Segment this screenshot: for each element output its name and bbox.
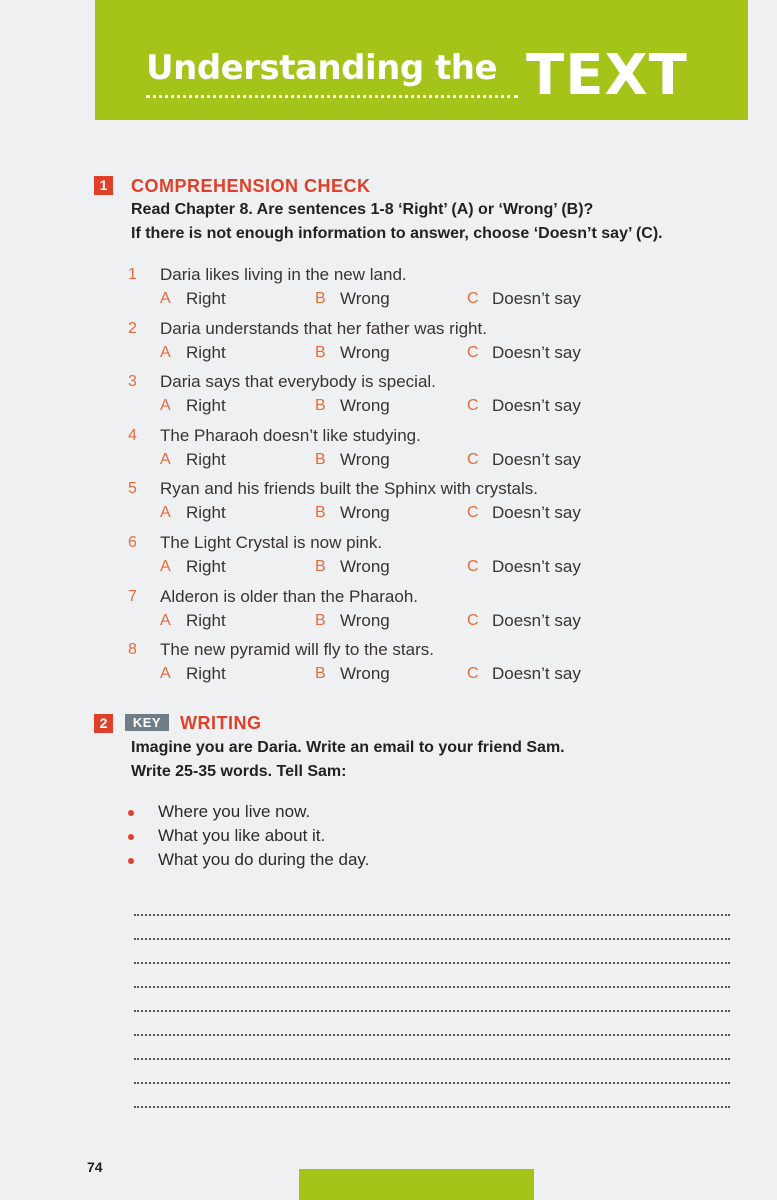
option-label-b[interactable]: Wrong <box>340 557 390 576</box>
option-letter-b[interactable]: B <box>315 451 326 468</box>
option-label-c[interactable]: Doesn’t say <box>492 289 581 308</box>
option-letter-a[interactable]: A <box>160 612 171 629</box>
question-text: Daria says that everybody is special. <box>160 372 436 391</box>
writing-line[interactable] <box>134 1010 730 1012</box>
question-text: Ryan and his friends built the Sphinx with crystals. <box>160 479 538 498</box>
writing-line[interactable] <box>134 962 730 964</box>
section1-instruction-line1: Read Chapter 8. Are sentences 1-8 ‘Right’ (A) or ‘Wrong’ (B)? <box>131 201 594 218</box>
writing-line[interactable] <box>134 986 730 988</box>
writing-line[interactable] <box>134 1082 730 1084</box>
question-text: Daria understands that her father was right. <box>160 319 487 338</box>
section2-number-box: 2 <box>94 714 113 733</box>
bottom-tab-bar <box>299 1169 534 1200</box>
question-number: 8 <box>128 641 137 658</box>
question-number: 4 <box>128 427 137 444</box>
option-label-c[interactable]: Doesn’t say <box>492 611 581 630</box>
option-letter-b[interactable]: B <box>315 612 326 629</box>
section1-instruction-line2: If there is not enough information to answer, choose ‘Doesn’t say’ (C). <box>131 225 663 242</box>
option-letter-a[interactable]: A <box>160 397 171 414</box>
writing-line[interactable] <box>134 914 730 916</box>
question-text: Daria likes living in the new land. <box>160 265 407 284</box>
section2-title: WRITING <box>180 713 262 733</box>
option-letter-c[interactable]: C <box>467 612 479 629</box>
question-text: The new pyramid will fly to the stars. <box>160 640 434 659</box>
bullet-dot <box>128 858 134 864</box>
bullet-dot <box>128 810 134 816</box>
writing-line[interactable] <box>134 1058 730 1060</box>
option-letter-a[interactable]: A <box>160 290 171 307</box>
option-letter-c[interactable]: C <box>467 344 479 361</box>
option-letter-b[interactable]: B <box>315 558 326 575</box>
option-label-a[interactable]: Right <box>186 450 226 469</box>
bullet-item: What you do during the day. <box>158 850 370 869</box>
option-label-b[interactable]: Wrong <box>340 450 390 469</box>
question-number: 7 <box>128 588 137 605</box>
question-text: Alderon is older than the Pharaoh. <box>160 587 419 606</box>
option-letter-a[interactable]: A <box>160 344 171 361</box>
bullet-item: What you like about it. <box>158 826 326 845</box>
question-text: The Light Crystal is now pink. <box>160 533 383 552</box>
option-letter-b[interactable]: B <box>315 344 326 361</box>
option-label-a[interactable]: Right <box>186 503 226 522</box>
option-label-a[interactable]: Right <box>186 557 226 576</box>
option-letter-a[interactable]: A <box>160 665 171 682</box>
option-label-c[interactable]: Doesn’t say <box>492 557 581 576</box>
section2-instruction-line1: Imagine you are Daria. Write an email to your friend Sam. <box>131 739 565 756</box>
option-label-b[interactable]: Wrong <box>340 503 390 522</box>
option-letter-b[interactable]: B <box>315 397 326 414</box>
question-text: The Pharaoh doesn’t like studying. <box>160 426 421 445</box>
option-label-c[interactable]: Doesn’t say <box>492 503 581 522</box>
question-number: 5 <box>128 480 137 497</box>
option-label-a[interactable]: Right <box>186 396 226 415</box>
page-number: 74 <box>87 1159 103 1175</box>
section1-number-box: 1 <box>94 176 113 195</box>
option-letter-b[interactable]: B <box>315 504 326 521</box>
option-label-b[interactable]: Wrong <box>340 289 390 308</box>
option-letter-c[interactable]: C <box>467 290 479 307</box>
header-title-small: Understanding the <box>146 48 498 88</box>
question-number: 6 <box>128 534 137 551</box>
writing-line[interactable] <box>134 938 730 940</box>
header-dotted-underline <box>146 95 518 98</box>
option-letter-b[interactable]: B <box>315 290 326 307</box>
option-label-b[interactable]: Wrong <box>340 611 390 630</box>
option-label-b[interactable]: Wrong <box>340 664 390 683</box>
option-label-c[interactable]: Doesn’t say <box>492 396 581 415</box>
option-letter-c[interactable]: C <box>467 451 479 468</box>
option-letter-c[interactable]: C <box>467 558 479 575</box>
option-label-a[interactable]: Right <box>186 611 226 630</box>
option-label-b[interactable]: Wrong <box>340 343 390 362</box>
question-number: 1 <box>128 266 137 283</box>
option-letter-a[interactable]: A <box>160 451 171 468</box>
section1-title: COMPREHENSION CHECK <box>131 176 371 196</box>
option-letter-b[interactable]: B <box>315 665 326 682</box>
option-letter-a[interactable]: A <box>160 504 171 521</box>
header-title-big: TEXT <box>526 43 688 108</box>
key-badge: KEY <box>125 714 169 731</box>
option-label-a[interactable]: Right <box>186 664 226 683</box>
option-label-a[interactable]: Right <box>186 289 226 308</box>
writing-line[interactable] <box>134 1034 730 1036</box>
option-label-c[interactable]: Doesn’t say <box>492 664 581 683</box>
option-label-c[interactable]: Doesn’t say <box>492 343 581 362</box>
bullet-item: Where you live now. <box>158 802 311 821</box>
question-number: 2 <box>128 320 137 337</box>
question-number: 3 <box>128 373 137 390</box>
option-label-a[interactable]: Right <box>186 343 226 362</box>
option-label-b[interactable]: Wrong <box>340 396 390 415</box>
option-label-c[interactable]: Doesn’t say <box>492 450 581 469</box>
option-letter-c[interactable]: C <box>467 504 479 521</box>
option-letter-c[interactable]: C <box>467 665 479 682</box>
bullet-dot <box>128 834 134 840</box>
option-letter-a[interactable]: A <box>160 558 171 575</box>
section2-instruction-line2: Write 25-35 words. Tell Sam: <box>131 763 347 780</box>
writing-line[interactable] <box>134 1106 730 1108</box>
option-letter-c[interactable]: C <box>467 397 479 414</box>
